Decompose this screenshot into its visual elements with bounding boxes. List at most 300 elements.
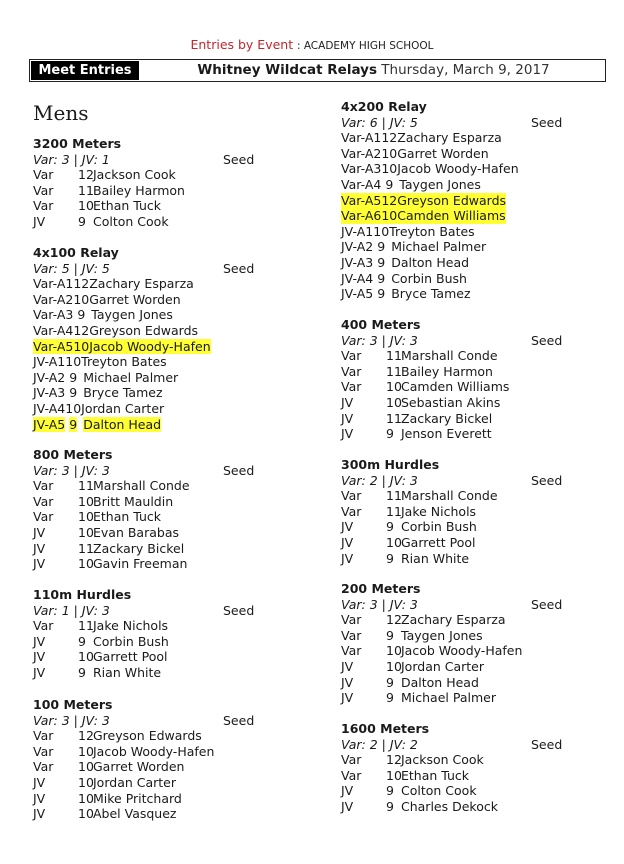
entry-row (33, 728, 293, 744)
entry-athlete-name: Greyson Edwards (89, 322, 199, 338)
entry-level: JV (341, 674, 354, 690)
meet-info (142, 60, 605, 81)
event-title: 400 Meters (341, 317, 421, 332)
entry-row-highlighted (341, 193, 601, 209)
entry-athlete-name: Garret Worden (397, 145, 489, 161)
entry-grade: 9 (78, 664, 86, 680)
entry-level: JV (33, 774, 46, 790)
entry-level: JV (341, 690, 354, 706)
entry-level: Var (33, 728, 54, 744)
entry-row (341, 659, 601, 675)
event-title: 110m Hurdles (33, 587, 132, 602)
entry-athlete-name: Sebastian Akins (401, 394, 501, 410)
entry-athlete-name: Zachary Esparza (397, 130, 502, 146)
entry-grade: 9 (386, 519, 394, 535)
entry-grade: 10 (65, 400, 82, 416)
event-block (341, 581, 601, 706)
entry-athlete-name: Zachary Esparza (401, 612, 506, 628)
entry-row (341, 551, 601, 567)
entry-grade: 10 (386, 534, 402, 550)
entry-row (341, 535, 601, 551)
entry-row (33, 759, 293, 775)
entry-grade: 10 (386, 658, 402, 674)
event-counts-row (341, 597, 601, 613)
meet-entries-tag: Meet Entries (31, 61, 139, 80)
entry-grade: 10 (373, 223, 390, 239)
entry-athlete-name: Camden Williams (397, 208, 506, 224)
entry-row (33, 649, 293, 665)
entry-level: Var (33, 182, 54, 198)
entry-level: JV (33, 633, 46, 649)
entry-level: JV-A5 (33, 416, 66, 432)
entry-grade: 10 (78, 806, 94, 822)
entry-row (341, 675, 601, 691)
entry-row (33, 385, 293, 401)
entry-grade: 12 (73, 276, 90, 292)
entry-athlete-name: Garret Worden (89, 291, 181, 307)
entry-athlete-name: Treyton Bates (81, 354, 167, 370)
entry-level: Var-A6 (341, 208, 382, 224)
entry-grade: 9 (386, 690, 394, 706)
event-title: 800 Meters (33, 447, 113, 462)
entry-athlete-name: Jake Nichols (401, 503, 477, 519)
event-block (33, 245, 293, 432)
entry-level: JV (341, 658, 354, 674)
entry-level: Var-A5 (33, 338, 74, 354)
entry-level: JV-A1 (33, 354, 66, 370)
entry-athlete-name: Bailey Harmon (401, 363, 493, 379)
entry-level: Var-A4 (33, 322, 74, 338)
entry-athlete-name: Taygen Jones (91, 307, 173, 323)
entry-grade: 11 (386, 488, 402, 504)
event-block (341, 317, 601, 442)
event-title: 4x100 Relay (33, 245, 119, 260)
school-name: : ACADEMY HIGH SCHOOL (296, 40, 434, 52)
event-counts: Var: 1 | JV: 3 (33, 602, 110, 618)
entry-athlete-name: Jackson Cook (93, 167, 176, 183)
entry-level: Var (341, 503, 362, 519)
entry-level: JV (33, 556, 46, 572)
entry-athlete-name: Ethan Tuck (93, 198, 162, 214)
entry-athlete-name: Greyson Edwards (93, 728, 202, 744)
entry-grade: 9 (377, 270, 386, 286)
entry-level: JV-A4 (33, 400, 66, 416)
entry-level: Var-A4 (341, 176, 382, 192)
entry-grade: 11 (386, 410, 402, 426)
entry-level: Var (33, 759, 54, 775)
entry-athlete-name: Ethan Tuck (93, 509, 162, 525)
entry-level: Var (33, 478, 54, 494)
entry-athlete-name: Evan Barabas (93, 524, 179, 540)
entry-grade: 10 (386, 379, 402, 395)
entry-grade: 11 (78, 618, 94, 634)
entry-row (341, 239, 601, 255)
entry-athlete-name: Charles Dekock (401, 798, 498, 814)
entry-row (341, 395, 601, 411)
entry-athlete-name: Colton Cook (401, 783, 477, 799)
entry-row (341, 519, 601, 535)
entry-row (33, 775, 293, 791)
entry-grade: 9 (69, 369, 78, 385)
entry-level: Var (341, 379, 362, 395)
entry-row (341, 768, 601, 784)
entry-athlete-name: Jordan Carter (81, 400, 165, 416)
entry-level: JV (33, 540, 46, 556)
seed-header: Seed (223, 712, 255, 728)
event-counts: Var: 3 | JV: 3 (33, 462, 110, 478)
entry-row (33, 198, 293, 214)
entry-level: JV-A2 (33, 369, 66, 385)
entry-row (33, 370, 293, 386)
entry-athlete-name: Rian White (93, 664, 162, 680)
entry-row (33, 183, 293, 199)
entry-level: JV-A4 (341, 270, 374, 286)
entry-level: Var (33, 167, 54, 183)
seed-header: Seed (531, 472, 563, 488)
seed-header: Seed (223, 462, 255, 478)
entry-level: Var (33, 618, 54, 634)
event-counts: Var: 3 | JV: 3 (33, 712, 110, 728)
entry-level: JV (33, 664, 46, 680)
entry-grade: 9 (69, 416, 78, 432)
event-block (33, 447, 293, 572)
entry-level: Var-A5 (341, 192, 382, 208)
entry-grade: 9 (69, 385, 78, 401)
entry-grade: 12 (78, 728, 94, 744)
entry-grade: 9 (386, 783, 394, 799)
entry-row (33, 323, 293, 339)
entry-athlete-name: Rian White (401, 550, 470, 566)
entry-grade: 11 (78, 540, 94, 556)
entry-athlete-name: Marshall Conde (93, 478, 190, 494)
entry-level: Var-A1 (33, 276, 74, 292)
event-counts: Var: 2 | JV: 2 (341, 736, 418, 752)
entry-level: JV (341, 783, 354, 799)
entry-level: Var (341, 767, 362, 783)
entry-row (341, 161, 601, 177)
entry-row (341, 271, 601, 287)
entry-row (33, 806, 293, 822)
entry-grade: 9 (77, 307, 86, 323)
entry-athlete-name: Camden Williams (401, 379, 510, 395)
entry-athlete-name: Britt Mauldin (93, 493, 174, 509)
entry-row (33, 525, 293, 541)
entry-level: JV-A2 (341, 239, 374, 255)
entry-grade: 9 (377, 254, 386, 270)
entry-row (341, 411, 601, 427)
event-counts: Var: 3 | JV: 3 (341, 596, 418, 612)
event-block (33, 587, 293, 681)
entry-row (33, 494, 293, 510)
entry-athlete-name: Mike Pritchard (93, 790, 182, 806)
event-counts: Var: 5 | JV: 5 (33, 260, 110, 276)
entry-grade: 10 (381, 161, 398, 177)
seed-header: Seed (531, 596, 563, 612)
entry-row (33, 509, 293, 525)
event-block (341, 457, 601, 566)
entry-row-highlighted (33, 417, 293, 433)
event-counts-row (33, 603, 293, 619)
entry-grade: 10 (78, 556, 94, 572)
event-counts-row (341, 333, 601, 349)
entry-grade: 10 (386, 394, 402, 410)
entry-row (341, 364, 601, 380)
entry-level: Var-A1 (341, 130, 382, 146)
entry-level: JV (341, 550, 354, 566)
entry-row (341, 286, 601, 302)
entry-athlete-name: Colton Cook (93, 213, 169, 229)
event-title: 100 Meters (33, 697, 113, 712)
entry-level: Var (341, 348, 362, 364)
event-counts: Var: 3 | JV: 3 (341, 332, 418, 348)
entry-level: Var-A3 (33, 307, 74, 323)
entry-athlete-name: Jackson Cook (401, 752, 484, 768)
entry-level: Var-A2 (341, 145, 382, 161)
entry-row (33, 618, 293, 634)
entry-row (341, 177, 601, 193)
entry-level: Var-A2 (33, 291, 74, 307)
event-counts-row (33, 261, 293, 277)
entry-row (33, 354, 293, 370)
entry-row (33, 744, 293, 760)
seed-header: Seed (531, 114, 563, 130)
entry-grade: 9 (377, 239, 386, 255)
entry-level: Var-A3 (341, 161, 382, 177)
entry-grade: 10 (78, 774, 94, 790)
entry-row (33, 292, 293, 308)
entry-athlete-name: Jordan Carter (93, 774, 177, 790)
entry-athlete-name: Jake Nichols (93, 618, 169, 634)
event-title: 200 Meters (341, 581, 421, 596)
entry-row (33, 276, 293, 292)
entry-level: JV (341, 410, 354, 426)
event-title: 3200 Meters (33, 136, 122, 151)
seed-header: Seed (223, 602, 255, 618)
entry-row-highlighted (341, 208, 601, 224)
entry-level: Var (341, 752, 362, 768)
meet-banner (29, 59, 606, 82)
entry-athlete-name: Corbin Bush (391, 270, 467, 286)
entry-grade: 12 (381, 192, 398, 208)
seed-header: Seed (223, 260, 255, 276)
entry-grade: 10 (386, 643, 402, 659)
entry-level: JV (33, 790, 46, 806)
event-title: 1600 Meters (341, 721, 430, 736)
entry-level: Var (341, 643, 362, 659)
entry-athlete-name: Dalton Head (391, 254, 470, 270)
entry-athlete-name: Jordan Carter (401, 658, 485, 674)
entry-row (341, 379, 601, 395)
entry-athlete-name: Greyson Edwards (397, 192, 507, 208)
seed-header: Seed (223, 151, 255, 167)
seed-header: Seed (531, 332, 563, 348)
entry-level: JV (341, 798, 354, 814)
event-block (341, 721, 601, 815)
entry-level: Var (33, 743, 54, 759)
entry-athlete-name: Zachary Esparza (89, 276, 194, 292)
entry-grade: 10 (78, 759, 94, 775)
entry-level: Var (33, 509, 54, 525)
entry-level: Var (341, 627, 362, 643)
entry-athlete-name: Jacob Woody-Hafen (401, 643, 523, 659)
entry-grade: 10 (78, 790, 94, 806)
entry-grade: 10 (78, 743, 94, 759)
entry-athlete-name: Ethan Tuck (401, 767, 470, 783)
entry-row-highlighted (33, 339, 293, 355)
entry-grade: 9 (386, 426, 394, 442)
entry-row (341, 752, 601, 768)
entry-row (341, 224, 601, 240)
event-counts-row (341, 737, 601, 753)
entry-athlete-name: Garrett Pool (93, 649, 168, 665)
entry-row (33, 791, 293, 807)
entry-level: Var (341, 488, 362, 504)
entry-athlete-name: Jacob Woody-Hafen (93, 743, 215, 759)
entry-athlete-name: Treyton Bates (389, 223, 475, 239)
entry-grade: 9 (78, 633, 86, 649)
entry-row (33, 556, 293, 572)
entry-athlete-name: Bryce Tamez (83, 385, 163, 401)
entry-athlete-name: Zackary Bickel (401, 410, 493, 426)
entry-athlete-name: Jenson Everett (401, 426, 492, 442)
entry-grade: 10 (78, 524, 94, 540)
entry-grade: 10 (381, 145, 398, 161)
entry-athlete-name: Abel Vasquez (93, 806, 177, 822)
entry-athlete-name: Taygen Jones (401, 627, 483, 643)
entry-row (341, 348, 601, 364)
entry-row (341, 426, 601, 442)
entry-row (341, 504, 601, 520)
entry-row (341, 628, 601, 644)
entry-grade: 9 (386, 674, 394, 690)
entry-grade: 11 (386, 363, 402, 379)
entry-level: Var (33, 493, 54, 509)
event-block (33, 136, 293, 230)
entry-athlete-name: Gavin Freeman (93, 556, 188, 572)
entry-grade: 10 (78, 198, 94, 214)
entry-row (341, 255, 601, 271)
entry-athlete-name: Dalton Head (83, 416, 162, 432)
entry-athlete-name: Taygen Jones (399, 176, 481, 192)
entry-row (33, 167, 293, 183)
entry-athlete-name: Bryce Tamez (391, 286, 471, 302)
entry-level: JV-A3 (341, 254, 374, 270)
entry-row (33, 478, 293, 494)
entry-grade: 10 (381, 208, 398, 224)
entry-row (33, 307, 293, 323)
entry-level: JV-A5 (341, 286, 374, 302)
entry-athlete-name: Jacob Woody-Hafen (397, 161, 519, 177)
entry-athlete-name: Dalton Head (401, 674, 479, 690)
entry-grade: 10 (65, 354, 82, 370)
entry-row (341, 643, 601, 659)
report-header (0, 37, 624, 52)
entry-grade: 10 (73, 338, 90, 354)
entry-athlete-name: Garrett Pool (401, 534, 476, 550)
entry-athlete-name: Bailey Harmon (93, 182, 185, 198)
entry-row (341, 783, 601, 799)
report-title: Entries by Event (190, 37, 294, 52)
entry-level: JV (341, 394, 354, 410)
entry-grade: 10 (78, 509, 94, 525)
entry-athlete-name: Corbin Bush (93, 633, 169, 649)
entry-level: JV-A1 (341, 223, 374, 239)
entry-row (341, 690, 601, 706)
entry-athlete-name: Marshall Conde (401, 348, 498, 364)
meet-name: Whitney Wildcat Relays (197, 62, 377, 78)
entry-grade: 10 (78, 493, 94, 509)
entry-row (341, 488, 601, 504)
entry-athlete-name: Zackary Bickel (93, 540, 185, 556)
entry-athlete-name: Garret Worden (93, 759, 185, 775)
entry-level: JV (33, 649, 46, 665)
entry-level: Var (341, 363, 362, 379)
entry-athlete-name: Corbin Bush (401, 519, 477, 535)
entry-athlete-name: Michael Palmer (401, 690, 496, 706)
entry-grade: 12 (78, 167, 94, 183)
meet-date: Thursday, March 9, 2017 (381, 62, 550, 78)
seed-header: Seed (531, 736, 563, 752)
event-counts-row (33, 463, 293, 479)
entry-row (33, 214, 293, 230)
event-counts-row (33, 713, 293, 729)
section-title: Mens (33, 101, 89, 125)
entry-athlete-name: Marshall Conde (401, 488, 498, 504)
entry-grade: 10 (386, 767, 402, 783)
entry-grade: 11 (386, 348, 402, 364)
entry-row (33, 634, 293, 650)
entry-grade: 9 (377, 286, 386, 302)
entry-row (341, 130, 601, 146)
entry-row (33, 541, 293, 557)
entry-grade: 12 (386, 612, 402, 628)
entry-grade: 9 (78, 213, 86, 229)
event-counts-row (33, 152, 293, 168)
event-counts-row (341, 115, 601, 131)
entry-level: JV (341, 534, 354, 550)
entry-row (33, 665, 293, 681)
entry-grade: 12 (381, 130, 398, 146)
entry-row (341, 146, 601, 162)
entry-level: JV (33, 213, 46, 229)
entry-grade: 11 (386, 503, 402, 519)
entry-grade: 12 (73, 322, 90, 338)
entry-grade: 12 (386, 752, 402, 768)
entry-level: Var (33, 198, 54, 214)
entry-level: JV (341, 519, 354, 535)
event-counts: Var: 2 | JV: 3 (341, 472, 418, 488)
entry-athlete-name: Jacob Woody-Hafen (89, 338, 211, 354)
event-counts: Var: 6 | JV: 5 (341, 114, 418, 130)
event-counts-row (341, 473, 601, 489)
event-title: 300m Hurdles (341, 457, 440, 472)
event-title: 4x200 Relay (341, 99, 427, 114)
entry-athlete-name: Michael Palmer (391, 239, 487, 255)
entry-level: JV (33, 524, 46, 540)
entry-grade: 9 (386, 798, 394, 814)
event-counts: Var: 3 | JV: 1 (33, 151, 110, 167)
entry-row (341, 799, 601, 815)
entry-row (341, 612, 601, 628)
entry-level: JV (33, 806, 46, 822)
entry-row (33, 401, 293, 417)
entry-level: JV-A3 (33, 385, 66, 401)
entry-grade: 11 (78, 182, 94, 198)
entry-grade: 9 (386, 627, 394, 643)
entry-athlete-name: Michael Palmer (83, 369, 179, 385)
entry-grade: 9 (386, 550, 394, 566)
event-block (33, 697, 293, 822)
